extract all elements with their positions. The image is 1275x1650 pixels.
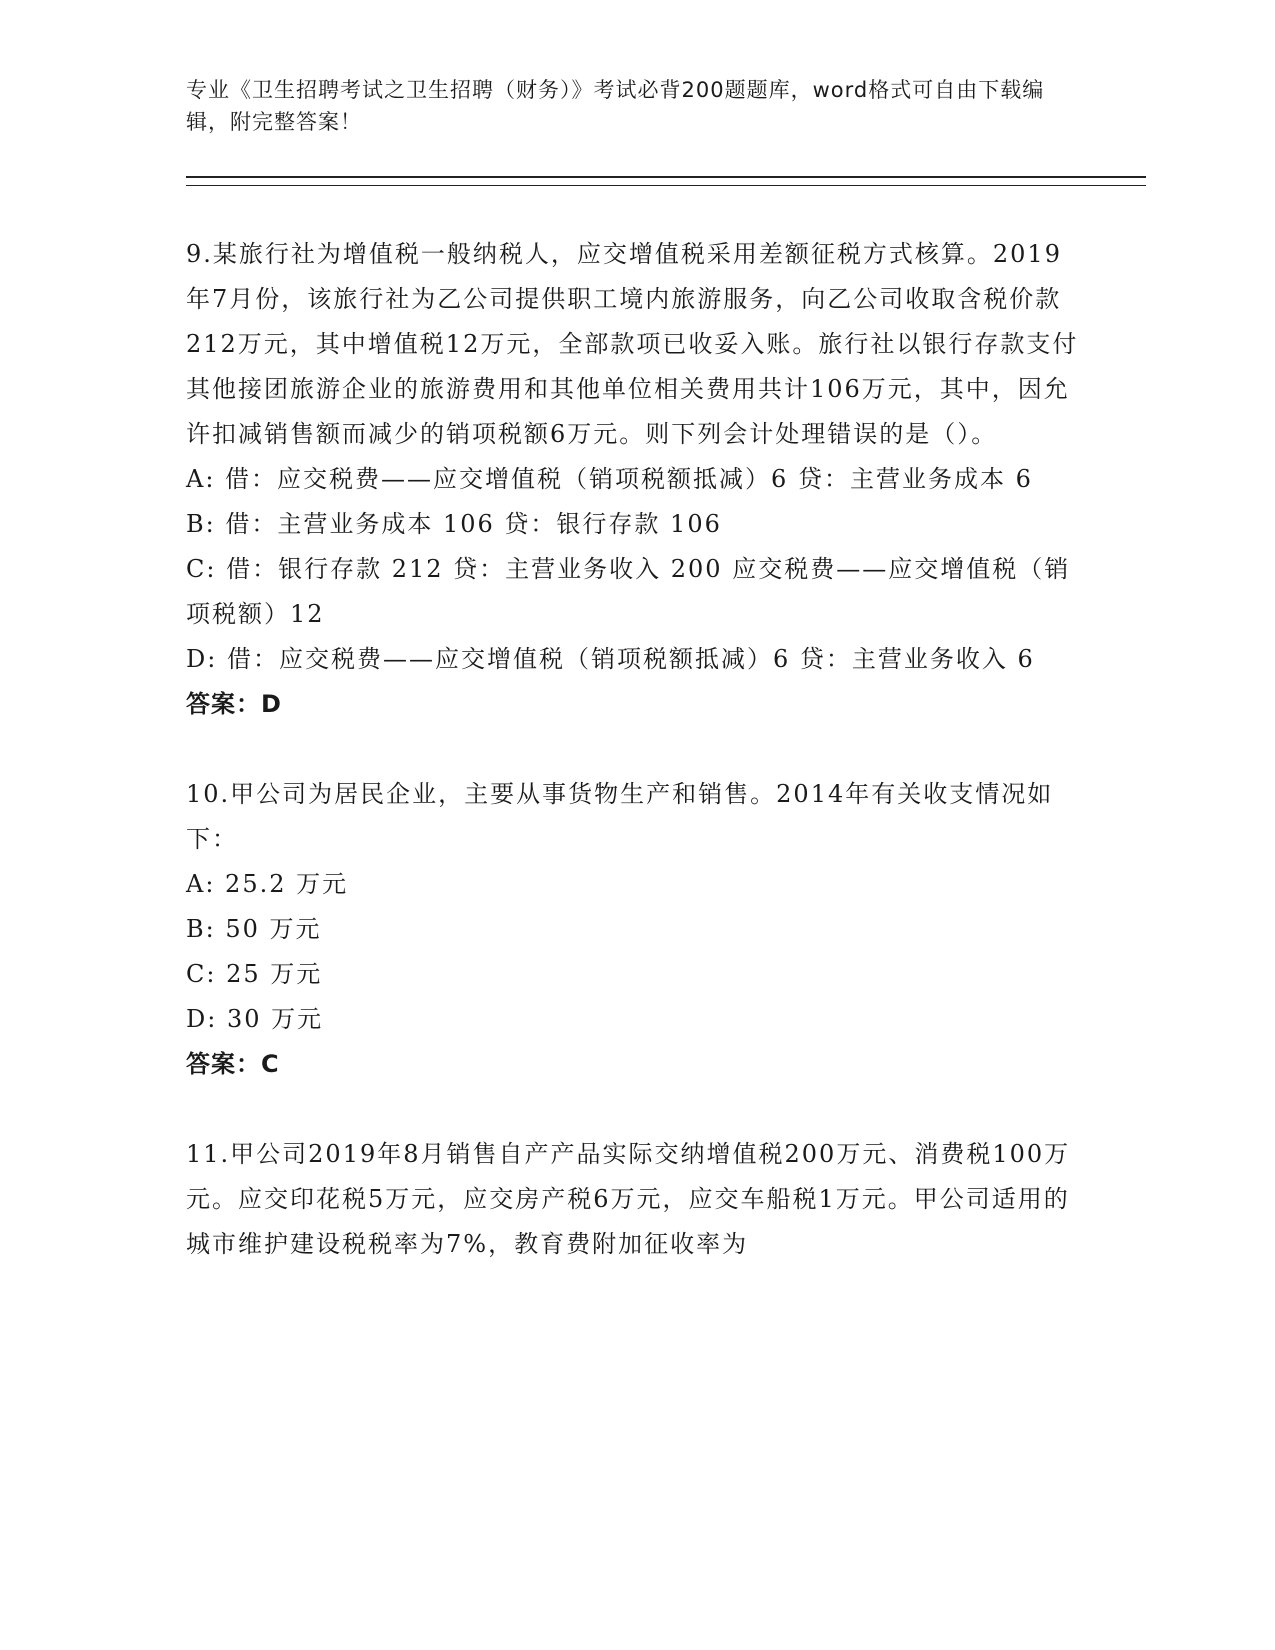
header-divider xyxy=(186,176,1146,186)
answer-label: 答案：C xyxy=(186,1050,280,1078)
question-10 xyxy=(186,772,1086,1087)
option-c: C: 25 万元 xyxy=(186,960,323,988)
option-a: A: 25.2 万元 xyxy=(186,870,349,898)
document-header xyxy=(186,74,1066,138)
answer-label: 答案：D xyxy=(186,690,282,718)
option-b: B: 借：主营业务成本 106 贷：银行存款 106 xyxy=(186,510,722,538)
option-b: B: 50 万元 xyxy=(186,915,322,943)
option-a: A: 借：应交税费——应交增值税（销项税额抵减）6 贷：主营业务成本 6 xyxy=(186,465,1033,493)
question-text: 10.甲公司为居民企业，主要从事货物生产和销售。2014年有关收支情况如下： xyxy=(186,780,1054,853)
question-text: 9.某旅行社为增值税一般纳税人，应交增值税采用差额征税方式核算。2019年7月份，该旅行社为乙公司提供职工境内旅游服务，向乙公司收取含税价款212万元，其中增值税12万元，全部款项已收妥入账。旅行社以银行存款支付其他接团旅游企业的旅游费用和其他单位相关费用共计106万元，其中，因允许扣减销售额而减少的销项税额6万元。则下列会计处理错误的是（）。 xyxy=(186,240,1079,448)
header-intro: 专业《卫生招聘考试之卫生招聘（财务）》考试必背200题题库，word格式可自由下载编辑，附完整答案！ xyxy=(186,78,1045,134)
option-d: D: 借：应交税费——应交增值税（销项税额抵减）6 贷：主营业务收入 6 xyxy=(186,645,1035,673)
question-text: 11.甲公司2019年8月销售自产产品实际交纳增值税200万元、消费税100万元。应交印花税5万元，应交房产税6万元，应交车船税1万元。甲公司适用的城市维护建设税税率为7%，教育费附加征收率为 xyxy=(186,1140,1071,1258)
option-c: C: 借：银行存款 212 贷：主营业务收入 200 应交税费——应交增值税（销项税额）12 xyxy=(186,555,1071,628)
question-11 xyxy=(186,1132,1086,1267)
question-9 xyxy=(186,232,1086,727)
question-list xyxy=(186,232,1086,1312)
option-d: D: 30 万元 xyxy=(186,1005,324,1033)
